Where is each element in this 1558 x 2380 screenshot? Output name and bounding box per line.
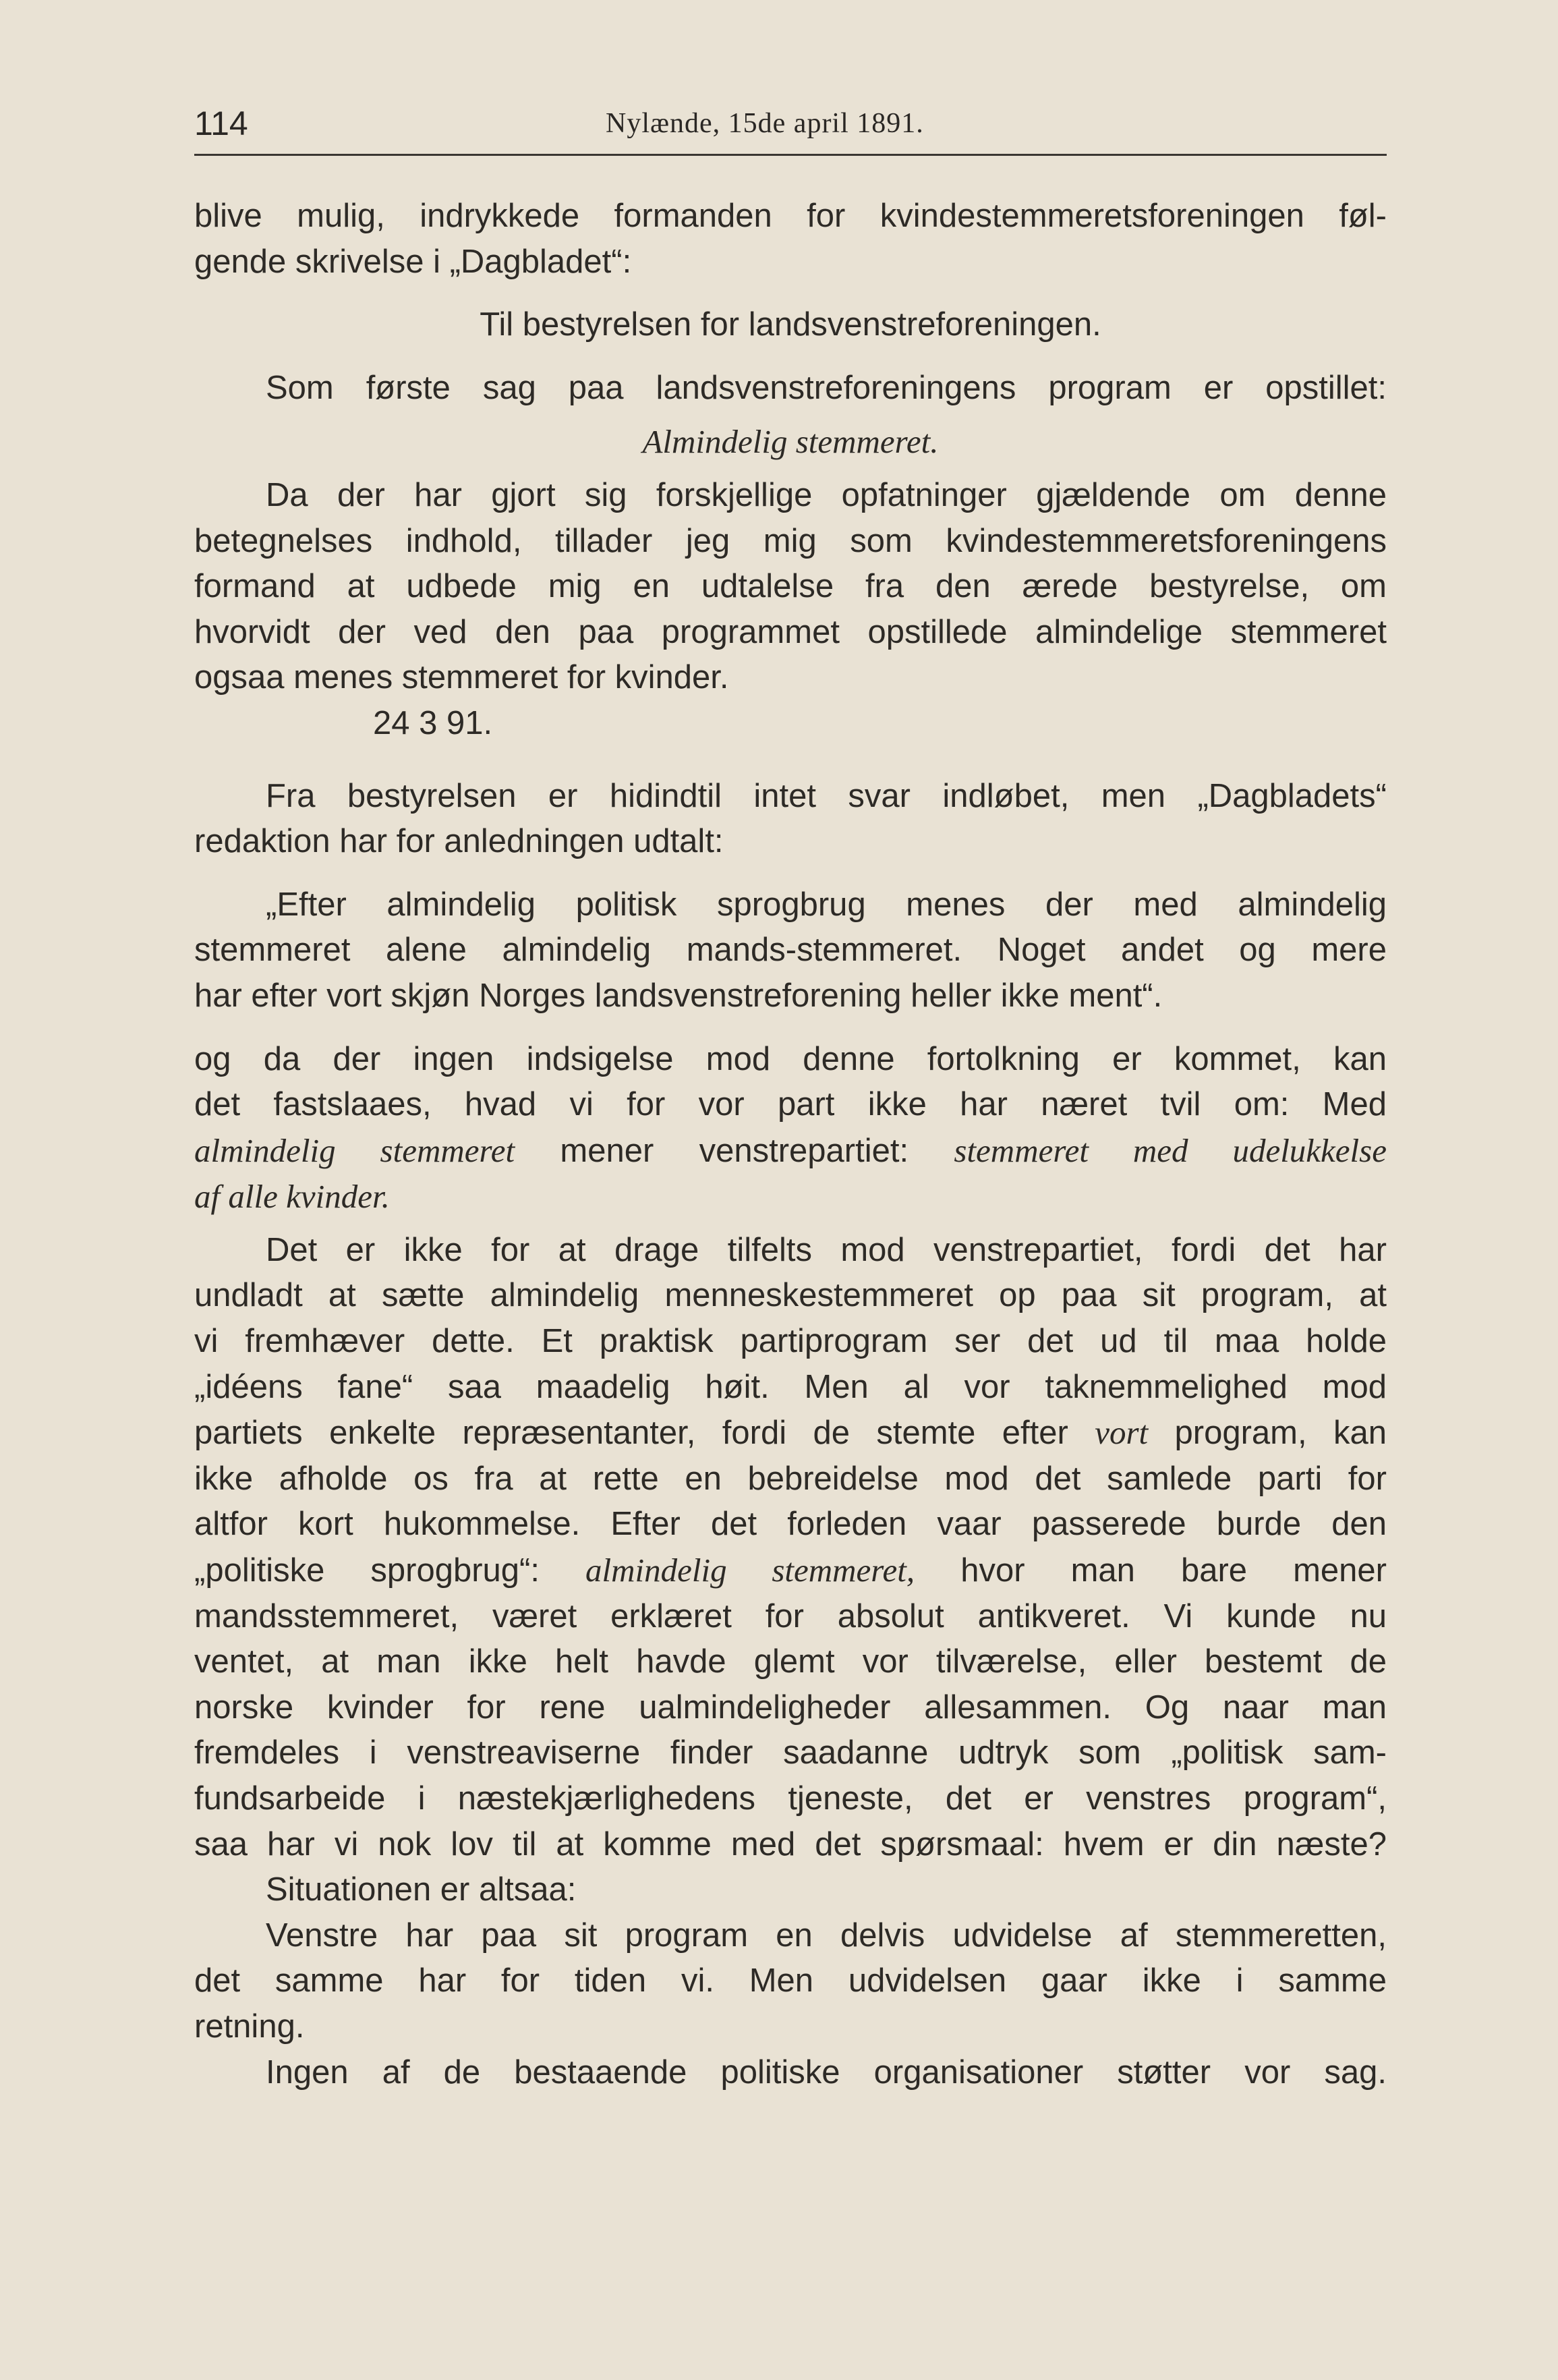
- quote-block: [194, 882, 1387, 1019]
- page-number: 114: [194, 105, 248, 142]
- text-line: gende skrivelse i „Dagbladet“:: [194, 243, 632, 280]
- letter-heading: Almindelig stemmeret.: [642, 423, 939, 461]
- italic-phrase: af alle kvinder.: [194, 1178, 390, 1216]
- paragraph-situation: [194, 1913, 1387, 2050]
- text-line: ogsaa menes stemmeret for kvinder.: [194, 659, 729, 696]
- text-line: ikke afholde os fra at rette en bebreidelse mod det samlede parti for: [194, 1460, 1387, 1497]
- text-line: det fastslaaes, hvad vi for vor part ikke har næret tvil om: Med: [194, 1086, 1387, 1123]
- text-line: fremdeles i venstreaviserne finder saadanne udtryk som „politisk sam-: [194, 1734, 1387, 1772]
- text-line: Venstre har paa sit program en delvis udvidelse af stemmeretten,: [266, 1917, 1387, 1954]
- letter-title: Til bestyrelsen for landsvenstreforeningen.: [480, 306, 1101, 343]
- text-line: [194, 1410, 1387, 1456]
- text-line: Ingen af de bestaaende politiske organisationer støtter vor sag.: [266, 2053, 1387, 2091]
- text-line: betegnelses indhold, tillader jeg mig som kvindestemmeretsforeningens: [194, 522, 1387, 559]
- text-line: ventet, at man ikke helt havde glemt vor tilværelse, eller bestemt de: [194, 1643, 1387, 1680]
- text-line: Da der har gjort sig forskjellige opfatninger gjældende om denne: [266, 476, 1387, 513]
- text-line: retning.: [194, 2008, 305, 2045]
- text-line: vi fremhæver dette. Et praktisk partiprogram ser det ud til maa holde: [194, 1323, 1387, 1360]
- text-line: altfor kort hukommelse. Efter det forleden vaar passerede burde den: [194, 1506, 1387, 1543]
- text-line: Situationen er altsaa:: [266, 1871, 577, 1908]
- text-line: [194, 1548, 1387, 1594]
- text-line: „Efter almindelig politisk sprogbrug menes der med almindelig: [266, 886, 1387, 923]
- italic-phrase: stemmeret med udelukkelse: [954, 1131, 1387, 1169]
- paragraph-critique: [194, 1228, 1387, 1867]
- text-line: hvorvidt der ved den paa programmet opstillede almindelige stemmeret: [194, 613, 1387, 650]
- article-body: [194, 194, 1387, 2095]
- text-fragment: program, kan: [1148, 1415, 1387, 1452]
- paragraph-conclusion: [194, 1037, 1387, 1220]
- text-line: stemmeret alene almindelig mands-stemmeret. Noget andet og mere: [194, 932, 1387, 969]
- letter-date: 24 3 91.: [373, 704, 493, 741]
- text-line: fundsarbeide i næstekjærlighedens tjeneste, det er venstres program“,: [194, 1780, 1387, 1817]
- text-line: Fra bestyrelsen er hidindtil intet svar indløbet, men „Dagbladets“: [266, 777, 1387, 814]
- text-fragment: „politiske sprogbrug“:: [194, 1552, 586, 1589]
- italic-phrase: vort: [1095, 1414, 1149, 1452]
- text-line: undladt at sætte almindelig menneskestemmeret op paa sit program, at: [194, 1277, 1387, 1314]
- italic-phrase: almindelig stemmeret: [194, 1131, 515, 1169]
- text-line: „idéens fane“ saa maadelig høit. Men al vor taknemmelighed mod: [194, 1368, 1387, 1405]
- letter-intro: Som første sag paa landsvenstreforeningens program er opstillet:: [266, 369, 1387, 406]
- text-line: [194, 1128, 1387, 1174]
- page-header: [194, 101, 1387, 155]
- paragraph-intro: [194, 194, 1387, 285]
- text-line: og da der ingen indsigelse mod denne fortolkning er kommet, kan: [194, 1040, 1387, 1077]
- text-fragment: hvor man bare mener: [915, 1552, 1387, 1589]
- text-line: redaktion har for anledningen udtalt:: [194, 823, 724, 860]
- text-line: Det er ikke for at drage tilfelts mod venstrepartiet, fordi det har: [266, 1231, 1387, 1268]
- text-line: det samme har for tiden vi. Men udvidelsen gaar ikke i samme: [194, 1962, 1387, 2000]
- text-line: blive mulig, indrykkede formanden for kvindestemmeretsforeningen føl-: [194, 198, 1387, 234]
- text-line: har efter vort skjøn Norges landsvenstreforening heller ikke ment“.: [194, 977, 1163, 1014]
- text-fragment: partiets enkelte repræsentanter, fordi de stemte efter: [194, 1415, 1095, 1452]
- text-line: formand at udbede mig en udtalelse fra den ærede bestyrelse, om: [194, 568, 1387, 605]
- text-fragment: mener venstrepartiet:: [515, 1132, 954, 1169]
- text-line: mandsstemmeret, været erklæret for absolut antikveret. Vi kunde nu: [194, 1597, 1387, 1635]
- text-line: saa har vi nok lov til at komme med det spørsmaal: hvem er din næste?: [194, 1825, 1387, 1863]
- running-title: Nylænde, 15de april 1891.: [606, 108, 924, 139]
- italic-phrase: almindelig stemmeret,: [585, 1552, 915, 1589]
- header-rule: [194, 154, 1387, 156]
- paragraph-response: [194, 774, 1387, 865]
- text-line: norske kvinder for rene ualmindeligheder allesammen. Og naar man: [194, 1689, 1387, 1726]
- paragraph-letter: [194, 473, 1387, 701]
